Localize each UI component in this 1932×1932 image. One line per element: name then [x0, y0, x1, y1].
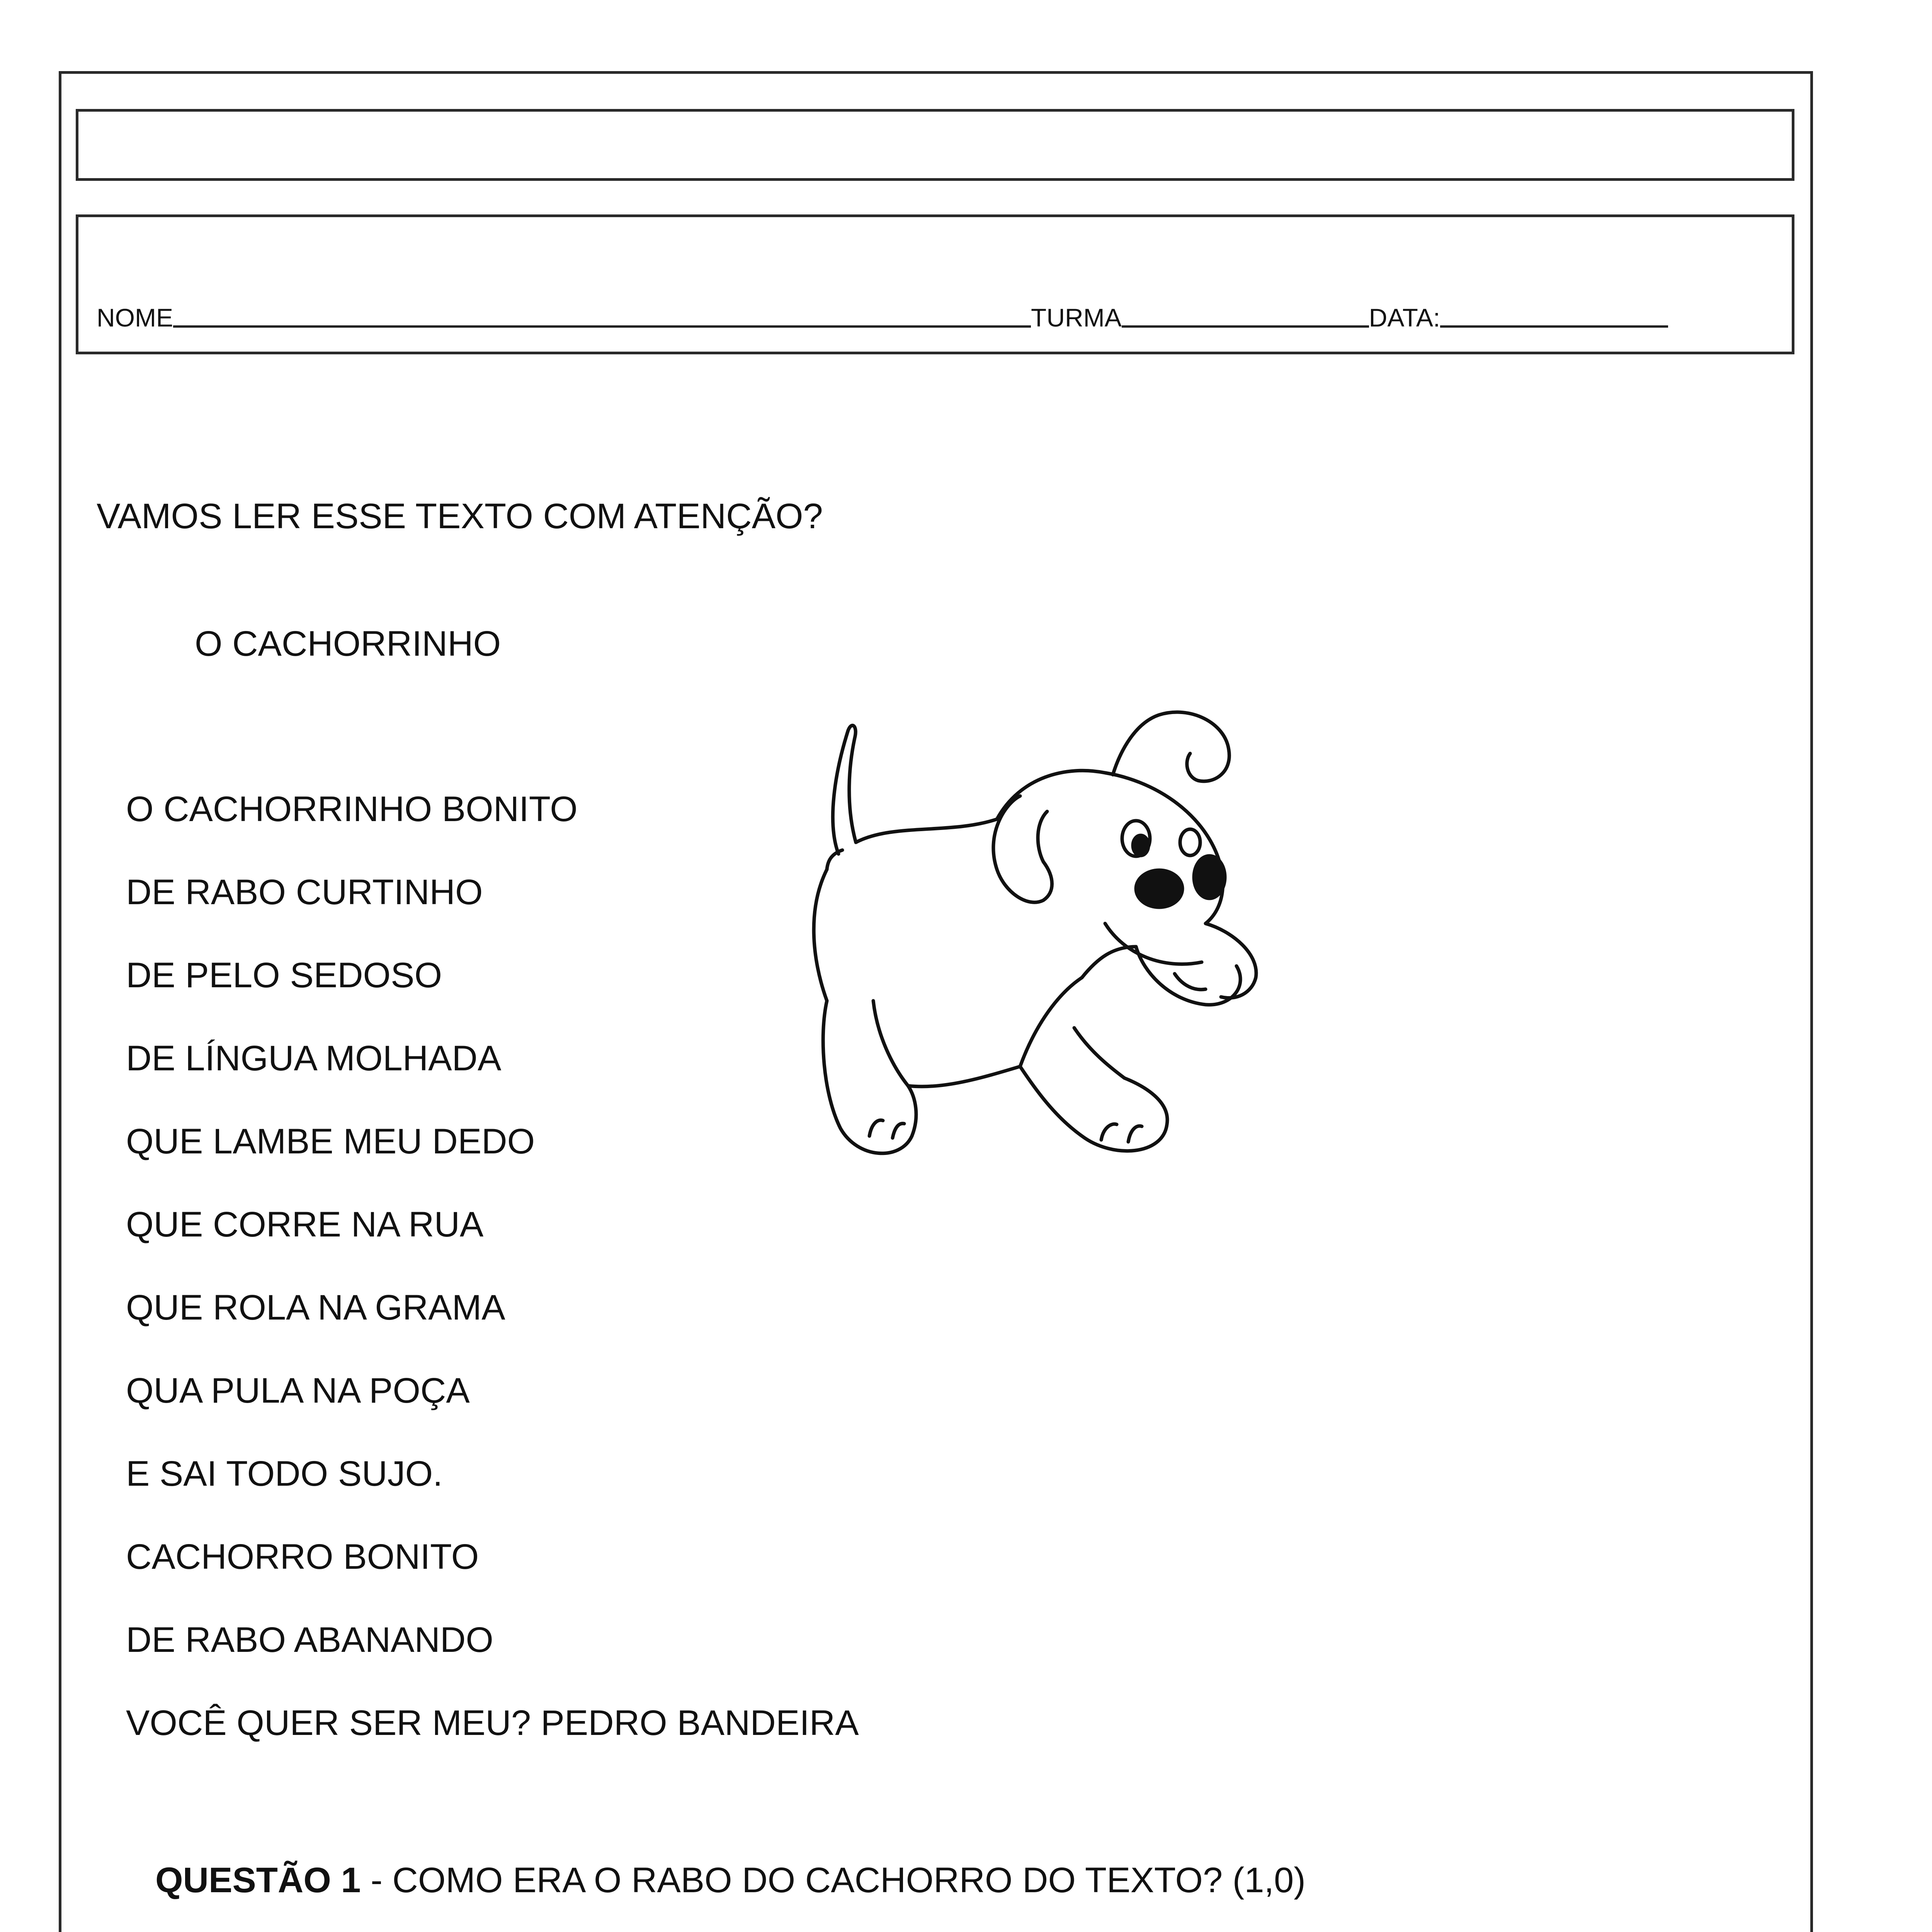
question-1: [155, 1862, 1306, 1898]
poem-title: O CACHORRINHO: [195, 624, 501, 663]
class-field[interactable]: [1122, 325, 1369, 328]
poem-line: QUE ROLA NA GRAMA: [126, 1288, 505, 1327]
class-label: TURMA: [1031, 303, 1122, 332]
student-info-box: [76, 214, 1794, 354]
name-label: NOME: [97, 303, 173, 332]
poem-line: DE RABO CURTINHO: [126, 872, 483, 912]
poem-line: DE LÍNGUA MOLHADA: [126, 1039, 502, 1078]
poem-line: CACHORRO BONITO: [126, 1537, 479, 1577]
question-1-label: QUESTÃO 1: [155, 1861, 361, 1900]
header-title-box: [76, 109, 1794, 181]
dog-illustration: [804, 707, 1321, 1182]
poem-line: E SAI TODO SUJO.: [126, 1454, 443, 1493]
poem-line: QUE CORRE NA RUA: [126, 1205, 484, 1244]
student-info-row: [97, 301, 1719, 332]
poem-line: QUE LAMBE MEU DEDO: [126, 1122, 535, 1161]
intro-text: VAMOS LER ESSE TEXTO COM ATENÇÃO?: [97, 497, 823, 536]
poem-line: O CACHORRINHO BONITO: [126, 789, 578, 829]
date-field[interactable]: [1440, 325, 1668, 328]
date-label: DATA:: [1369, 303, 1440, 332]
name-field[interactable]: [173, 325, 1031, 328]
question-1-text: - COMO ERA O RABO DO CACHORRO DO TEXTO? (1,0): [361, 1861, 1306, 1900]
poem-line: VOCÊ QUER SER MEU? PEDRO BANDEIRA: [126, 1703, 859, 1743]
poem-line: DE RABO ABANANDO: [126, 1620, 493, 1660]
poem-line: DE PELO SEDOSO: [126, 956, 442, 995]
poem-line: QUA PULA NA POÇA: [126, 1371, 470, 1410]
